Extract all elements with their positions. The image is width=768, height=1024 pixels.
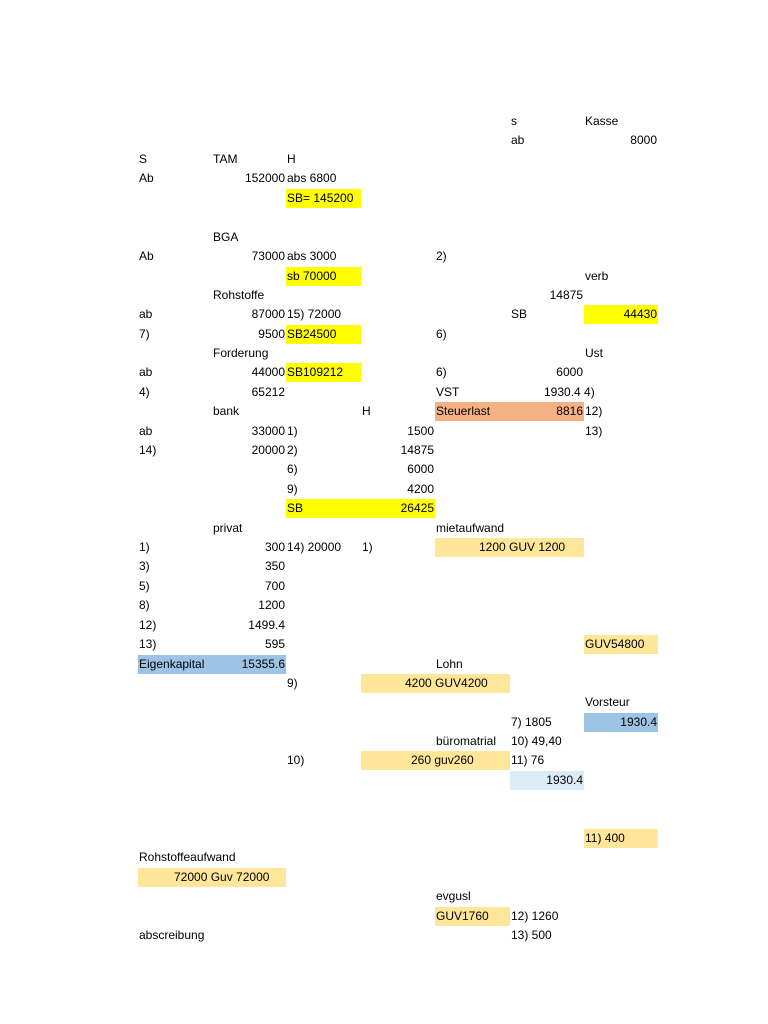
lohn-title: Lohn bbox=[436, 657, 463, 671]
miet-title: mietaufwand bbox=[436, 521, 505, 535]
kasse-title: Kasse bbox=[585, 114, 619, 128]
verb-sb-label: SB bbox=[511, 307, 528, 321]
kasse-s-label: s bbox=[511, 114, 517, 128]
forderung-title: Forderung bbox=[213, 346, 269, 360]
verb-2-label: 2) bbox=[436, 249, 447, 263]
rohstoffe-title: Rohstoffe bbox=[213, 288, 265, 302]
bank-ab-label: ab bbox=[139, 424, 153, 438]
vorsteuer-7-entry: 7) 1805 bbox=[511, 715, 552, 729]
privat-5-label: 5) bbox=[139, 579, 150, 593]
privat-title: privat bbox=[213, 521, 243, 535]
kasse-ab-label: ab bbox=[511, 133, 525, 147]
evgusl-guv-cell: GUV1760 bbox=[435, 907, 510, 926]
verb-sb-value: 44430 bbox=[584, 305, 658, 324]
privat-3-label: 3) bbox=[139, 559, 150, 573]
evgusl-title: evgusl bbox=[436, 889, 471, 903]
privat-8-value: 1200 bbox=[258, 598, 285, 612]
privat-5-value: 700 bbox=[264, 579, 285, 593]
ust-steuerlast-label: Steuerlast bbox=[435, 402, 510, 421]
privat-12-label: 12) bbox=[139, 618, 157, 632]
ust-12-label: 12) bbox=[585, 404, 603, 418]
forderung-4-label: 4) bbox=[139, 385, 150, 399]
vorsteuer-11-entry: 11) 76 bbox=[511, 753, 545, 767]
verb-2-value: 14875 bbox=[549, 288, 583, 302]
rohstoffe-sb-cell: SB24500 bbox=[286, 325, 361, 344]
miet-value: 1200 GUV 1200 bbox=[435, 538, 584, 557]
kasse-ab-value: 8000 bbox=[630, 133, 657, 147]
bank-9-value: 4200 bbox=[407, 482, 434, 496]
vorsteuer-sum: 1930.4 bbox=[510, 771, 584, 790]
row-11-400-cell: 11) 400 bbox=[584, 829, 658, 848]
bga-ab-label: Ab bbox=[139, 249, 154, 263]
bank-sb-label: SB bbox=[286, 499, 361, 518]
bga-title: BGA bbox=[213, 230, 239, 244]
eigenkapital-value: 15355.6 bbox=[212, 655, 286, 674]
tam-s-label: S bbox=[139, 152, 148, 166]
miet-1-label: 1) bbox=[362, 540, 373, 554]
bank-6-value: 6000 bbox=[407, 462, 434, 476]
ust-6b-label: 6) bbox=[436, 365, 447, 379]
lohn-9-label: 9) bbox=[287, 676, 298, 690]
tam-h-label: H bbox=[287, 152, 296, 166]
tam-ab-value: 152000 bbox=[244, 171, 285, 185]
verb-title: verb bbox=[585, 269, 609, 283]
ust-6-label: 6) bbox=[436, 327, 447, 341]
ust-13-label: 13) bbox=[585, 424, 603, 438]
privat-13-value: 595 bbox=[264, 637, 285, 651]
forderung-sb-cell: SB109212 bbox=[286, 363, 361, 382]
rohstoffe-15-entry: 15) 72000 bbox=[287, 307, 342, 321]
rohstoffe-7-label: 7) bbox=[139, 327, 150, 341]
ust-vst-value: 1930.4 4) bbox=[544, 385, 595, 399]
buero-10-label: 10) bbox=[287, 753, 305, 767]
bank-9-label: 9) bbox=[287, 482, 298, 496]
privat-1-value: 300 bbox=[264, 540, 285, 554]
bank-1-label: 1) bbox=[287, 424, 298, 438]
privat-12-value: 1499.4 bbox=[248, 618, 285, 632]
abschreibung-title: abscreibung bbox=[139, 928, 205, 942]
tam-ab-label: Ab bbox=[139, 171, 154, 185]
tam-abs-entry: abs 6800 bbox=[287, 171, 337, 185]
vorsteuer-value: 1930.4 bbox=[584, 713, 658, 732]
rohstoffaufwand-title: Rohstoffeaufwand bbox=[139, 850, 236, 864]
bank-2-label: 2) bbox=[287, 443, 298, 457]
vorsteuer-10-entry: 10) 49,40 bbox=[511, 734, 562, 748]
forderung-ab-label: ab bbox=[139, 365, 153, 379]
bank-14-value: 20000 bbox=[251, 443, 285, 457]
buero-title: büromatrial bbox=[436, 734, 497, 748]
privat-14-entry: 14) 20000 bbox=[287, 540, 342, 554]
bank-2-value: 14875 bbox=[400, 443, 434, 457]
buero-value: 260 guv260 bbox=[361, 751, 510, 770]
rohstoffe-7-value: 9500 bbox=[258, 327, 285, 341]
evgusl-13-entry: 13) 500 bbox=[511, 928, 552, 942]
rohstoffe-ab-value: 87000 bbox=[251, 307, 285, 321]
guv-total-cell: GUV54800 bbox=[584, 635, 658, 654]
vorsteuer-title: Vorsteur bbox=[585, 695, 630, 709]
bank-sb-value: 26425 bbox=[361, 499, 435, 518]
tam-sb-cell: SB= 145200 bbox=[286, 189, 361, 208]
lohn-value: 4200 GUV4200 bbox=[361, 674, 510, 693]
bga-ab-value: 73000 bbox=[251, 249, 285, 263]
bank-14-label: 14) bbox=[139, 443, 157, 457]
forderung-ab-value: 44000 bbox=[251, 365, 285, 379]
privat-3-value: 350 bbox=[264, 559, 285, 573]
tam-title: TAM bbox=[213, 152, 238, 166]
evgusl-12-entry: 12) 1260 bbox=[511, 909, 559, 923]
bga-sb-cell: sb 70000 bbox=[286, 267, 361, 286]
bank-ab-value: 33000 bbox=[251, 424, 285, 438]
bank-1-value: 1500 bbox=[407, 424, 434, 438]
bank-6-label: 6) bbox=[287, 462, 298, 476]
ust-title: Ust bbox=[585, 346, 603, 360]
privat-13-label: 13) bbox=[139, 637, 157, 651]
privat-1-label: 1) bbox=[139, 540, 150, 554]
ust-steuerlast-value: 8816 bbox=[510, 402, 584, 421]
forderung-4-value: 65212 bbox=[251, 385, 285, 399]
ust-vst-label: VST bbox=[436, 385, 460, 399]
rohstoffaufwand-value: 72000 Guv 72000 bbox=[138, 868, 286, 887]
bank-h-label: H bbox=[362, 404, 371, 418]
rohstoffe-ab-label: ab bbox=[139, 307, 153, 321]
bank-title: bank bbox=[213, 404, 240, 418]
ust-6-value: 6000 bbox=[556, 365, 583, 379]
bga-abs-entry: abs 3000 bbox=[287, 249, 337, 263]
eigenkapital-label: Eigenkapital bbox=[138, 655, 212, 674]
privat-8-label: 8) bbox=[139, 598, 150, 612]
